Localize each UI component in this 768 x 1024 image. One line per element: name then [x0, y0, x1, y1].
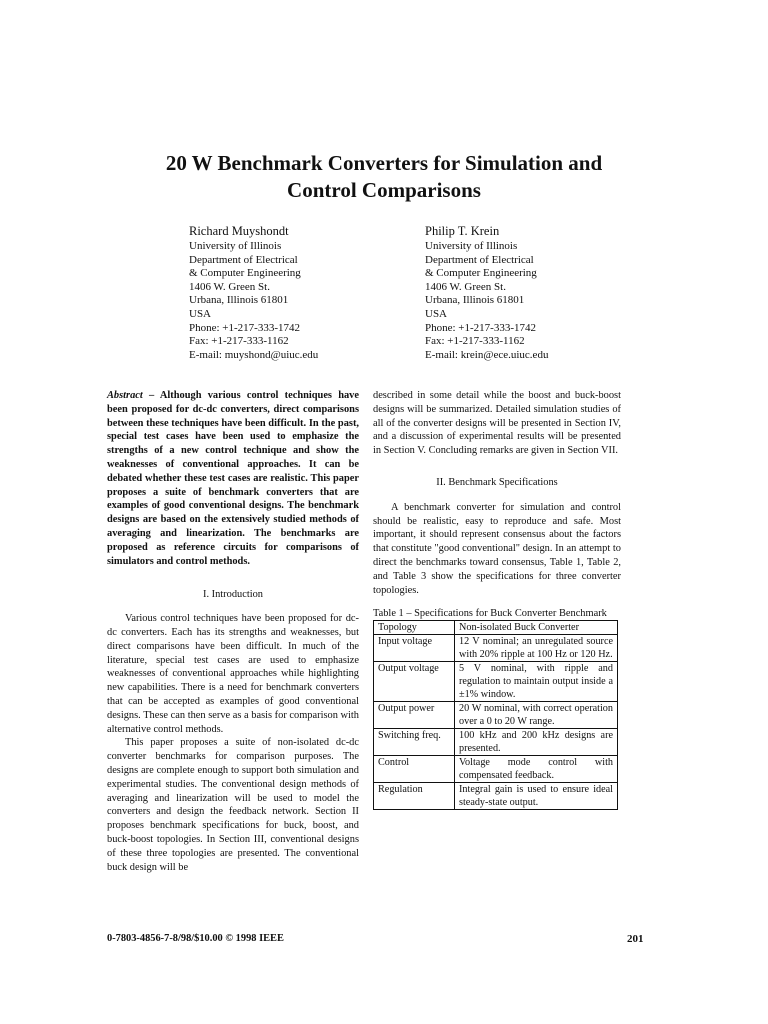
author-line: Phone: +1-217-333-1742 [189, 321, 300, 334]
table-row [374, 783, 618, 810]
table-caption: Table 1 – Specifications for Buck Converter Benchmark [373, 608, 607, 620]
table-row [374, 702, 618, 729]
table-value: 5 V nominal, with ripple and regulation to maintain output inside a ±1% window. [455, 662, 618, 702]
author-line: Fax: +1-217-333-1162 [189, 335, 289, 348]
author-email: E-mail: krein@ece.uiuc.edu [425, 348, 549, 361]
intro-paragraph-1: Various control techniques have been proposed for dc-dc converters. Each has its strengths and weaknesses, but direct comparisons have been difficult. In much of the literature, special test cases are used to emphasize weaknesses of conventional approaches while highlighting new capabilities. There is a need for benchmark converters that can be accepted as examples of good conventional designs. These can then serve as a basis for comparison with alternative control methods. [107, 613, 359, 735]
author-line: Fax: +1-217-333-1162 [425, 335, 525, 348]
author-email: E-mail: muyshond@uiuc.edu [189, 348, 319, 361]
author-block-1 [189, 223, 318, 362]
author-line: University of Illinois [425, 240, 518, 252]
intro-paragraph-2: This paper proposes a suite of non-isolated dc-dc converter benchmarks for comparison purposes. The designs are complete enough to support both simulation and experimental studies. The conventional design methods of averaging and linearization will be used to model the converters and design the feedback network. Section II proposes benchmark specifications for buck, boost, and buck-boost topologies. In Section III, conventional designs of these three topologies are presented. The conventional buck design will be [107, 737, 359, 873]
author-line: & Computer Engineering [425, 267, 537, 280]
table-value: Non-isolated Buck Converter [455, 621, 618, 635]
author-line: & Computer Engineering [189, 267, 301, 280]
author-line: University of Illinois [189, 240, 282, 252]
section-heading-introduction: I. Introduction [202, 589, 264, 601]
author-line: USA [425, 307, 448, 320]
table-value: Voltage mode control with compensated feedback. [455, 756, 618, 783]
author-name: Richard Muyshondt [189, 224, 289, 238]
abstract [107, 389, 359, 568]
author-line: 1406 W. Green St. [189, 280, 270, 293]
table-1 [373, 607, 621, 810]
continuation-paragraph: described in some detail while the boost and buck-boost designs will be summarized. Detailed simulation studies of all of the converter designs will be presented in Section IV, and a discussion of experimental results will be presented in Section V. Concluding remarks are given in Section VII. [373, 390, 621, 457]
table-row [374, 621, 618, 635]
title-line-1: 20 W Benchmark Converters for Simulation and [165, 151, 603, 175]
table-key: Output power [374, 702, 455, 729]
table-value: 100 kHz and 200 kHz designs are presented. [455, 729, 618, 756]
table-key: Topology [374, 621, 455, 635]
abstract-label: Abstract [107, 390, 143, 401]
table-key: Input voltage [374, 635, 455, 662]
author-line: USA [189, 307, 212, 320]
table-row [374, 729, 618, 756]
table-row [374, 662, 618, 702]
title-line-2: Control Comparisons [287, 178, 481, 202]
table-key: Regulation [374, 783, 455, 810]
table-key: Control [374, 756, 455, 783]
table-value: Integral gain is used to ensure ideal steady-state output. [455, 783, 618, 810]
author-block-2 [425, 223, 548, 362]
author-line: Department of Electrical [425, 253, 534, 266]
author-name: Philip T. Krein [425, 224, 500, 238]
table-value: 20 W nominal, with correct operation over a 0 to 20 W range. [455, 702, 618, 729]
table-key: Switching freq. [374, 729, 455, 756]
left-column [107, 389, 359, 874]
section-heading-benchmark-specifications: II. Benchmark Specifications [436, 476, 558, 488]
table-row [374, 635, 618, 662]
table-value: 12 V nominal; an unregulated source with 20% ripple at 100 Hz or 120 Hz. [455, 635, 618, 662]
page-number: 201 [627, 933, 644, 945]
table-row [374, 756, 618, 783]
copyright-footer: 0-7803-4856-7-8/98/$10.00 © 1998 IEEE [107, 933, 284, 944]
author-line: Urbana, Illinois 61801 [425, 294, 525, 307]
table-key: Output voltage [374, 662, 455, 702]
spec-table [373, 620, 618, 810]
paper-title [0, 150, 768, 204]
author-line: Urbana, Illinois 61801 [189, 294, 289, 307]
author-line: 1406 W. Green St. [425, 280, 506, 293]
author-line: Department of Electrical [189, 253, 298, 266]
specifications-paragraph: A benchmark converter for simulation and control should be realistic, easy to reproduce and safe. Most important, it should represent consensus about the factors that constitute "good conventional" design. In an attempt to direct the benchmarks toward consensus, Table 1, Table 2, and Table 3 show the specifications for three converter topologies. [373, 501, 621, 596]
author-line: Phone: +1-217-333-1742 [425, 321, 536, 334]
abstract-text: – Although various control techniques have been proposed for dc-dc converters, direct comparisons between these techniques have been difficult. In the past, special test cases have been used to emphasize the strengths of a new control technique and show the weaknesses of conventional approaches. It can be debated whether these test cases are realistic. This paper proposes a suite of benchmark converters that are examples of good conventional designs. The benchmark designs are based on the extensively studied methods of averaging and linearization. The benchmarks are proposed as reference circuits for comparisons of simulators and control methods. [107, 390, 359, 567]
right-column [373, 389, 621, 810]
